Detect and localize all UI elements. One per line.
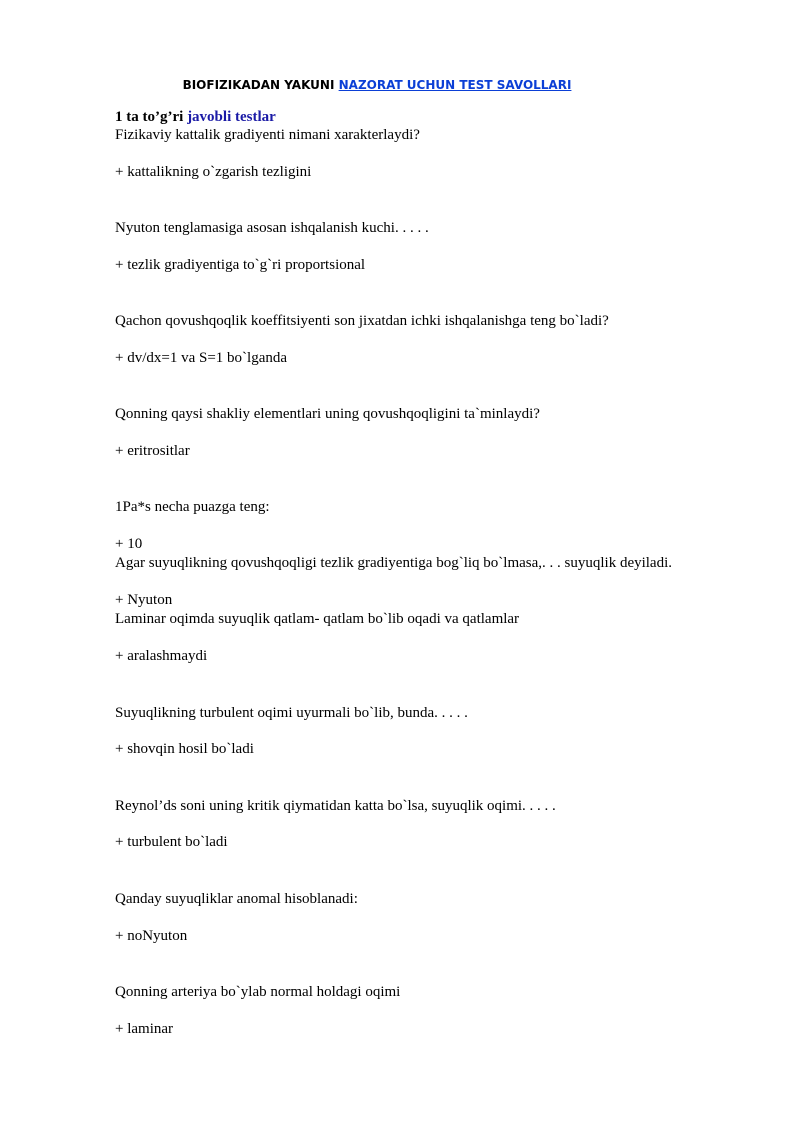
question-10: Qanday suyuqliklar anomal hisoblanadi:: [115, 891, 358, 907]
answer-9: + turbulent bo`ladi: [115, 834, 228, 850]
document-title: [0, 78, 754, 92]
title-plain: BIOFIZIKADAN YAKUNI: [182, 78, 339, 92]
question-5: 1Pa*s necha puazga teng:: [115, 499, 270, 515]
title-link[interactable]: NAZORAT UCHUN TEST SAVOLLARI: [338, 78, 572, 92]
answer-2: + tezlik gradiyentiga to`g`ri proportsional: [115, 257, 366, 273]
heading-blue: javobli testlar: [187, 109, 276, 125]
question-3: Qachon qovushqoqlik koeffitsiyenti son jixatdan ichki ishqalanishga teng bo`ladi?: [115, 313, 609, 329]
question-7: Laminar oqimda suyuqlik qatlam- qatlam bo`lib oqadi va qatlamlar: [115, 611, 520, 627]
answer-10: + noNyuton: [115, 928, 188, 944]
question-9: Reynol’ds soni uning kritik qiymatidan katta bo`lsa, suyuqlik oqimi. . . . .: [115, 798, 556, 814]
question-11: Qonning arteriya bo`ylab normal holdagi oqimi: [115, 984, 401, 1000]
question-2: Nyuton tenglamasiga asosan ishqalanish kuchi. . . . .: [115, 220, 429, 236]
question-6: Agar suyuqlikning qovushqoqligi tezlik gradiyentiga bog`liq bo`lmasa,. . . suyuqlik deyiladi.: [115, 555, 673, 571]
question-8: Suyuqlikning turbulent oqimi uyurmali bo`lib, bunda. . . . .: [115, 705, 468, 721]
answer-3: + dv/dx=1 va S=1 bo`lganda: [115, 350, 288, 366]
answer-1: + kattalikning o`zgarish tezligini: [115, 164, 312, 180]
answer-5: + 10: [115, 536, 143, 552]
answer-11: + laminar: [115, 1021, 174, 1037]
section-heading: [115, 108, 276, 126]
answer-4: + eritrositlar: [115, 443, 190, 459]
answer-6: + Nyuton: [115, 592, 173, 608]
answer-8: + shovqin hosil bo`ladi: [115, 741, 254, 757]
heading-black: 1 ta to’g’ri: [115, 109, 188, 125]
question-1: Fizikaviy kattalik gradiyenti nimani xarakterlaydi?: [115, 127, 420, 143]
question-4: Qonning qaysi shakliy elementlari uning qovushqoqligini ta`minlaydi?: [115, 406, 540, 422]
answer-7: + aralashmaydi: [115, 648, 208, 664]
